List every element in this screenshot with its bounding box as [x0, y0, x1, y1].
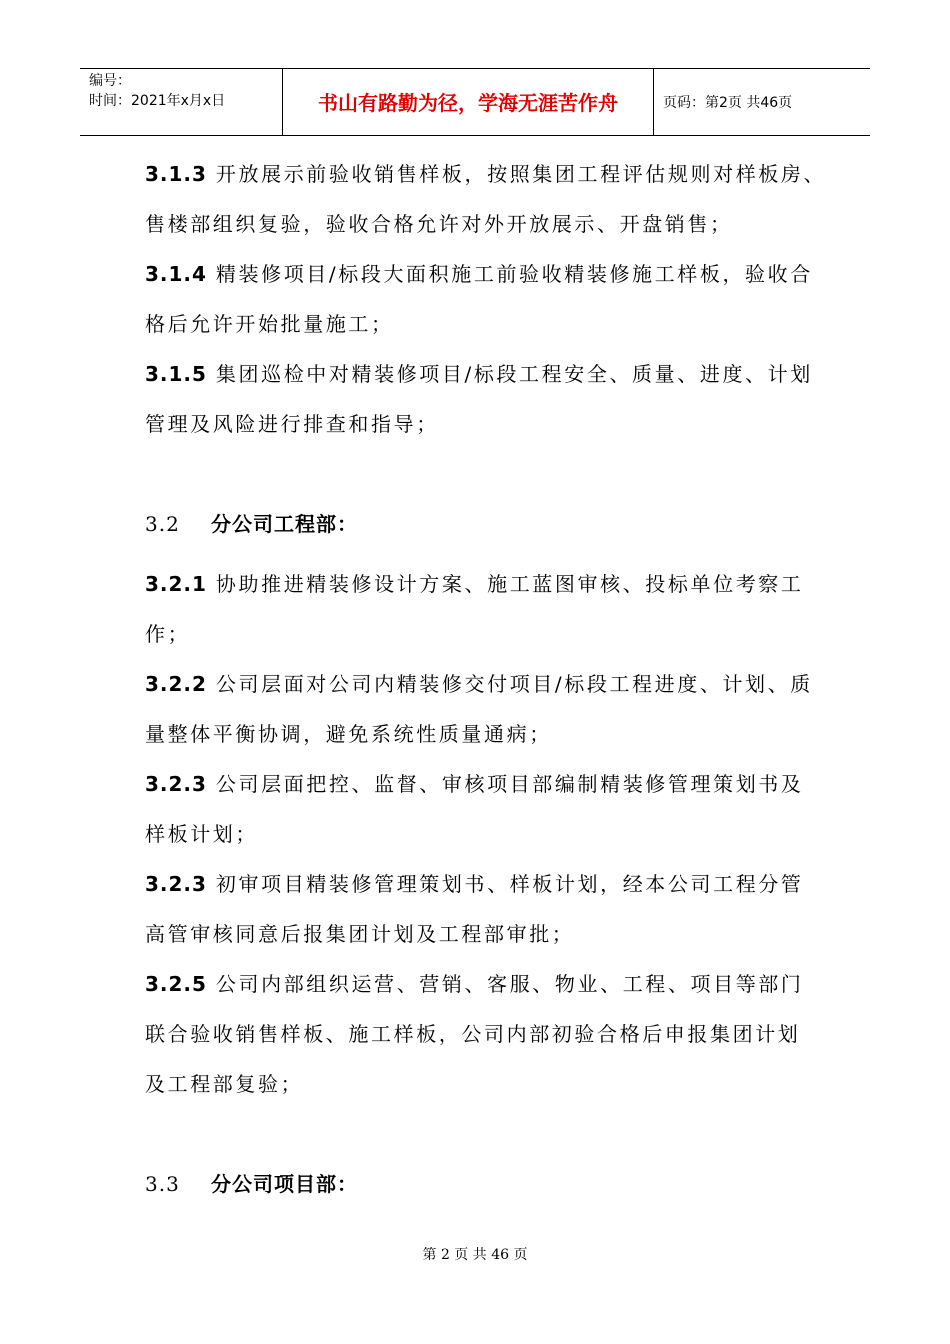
- header-page-info: 页码：第2页 共46页: [663, 95, 793, 111]
- page-footer: 第 2 页 共 46 页: [422, 1247, 528, 1263]
- paragraph-line: [145, 161, 826, 187]
- paragraph-line: [145, 721, 552, 747]
- clause-text: 格后允许开始批量施工；: [145, 312, 394, 336]
- paragraph-line: [145, 311, 394, 337]
- paragraph-line: [145, 871, 804, 897]
- clause-number: 3.1.3: [145, 162, 207, 186]
- paragraph-line: [145, 621, 190, 647]
- paragraph-line: [145, 1021, 800, 1047]
- clause-text: 公司内部组织运营、营销、客服、物业、工程、项目等部门: [206, 972, 804, 996]
- section-title: 分公司项目部：: [211, 1172, 358, 1196]
- clause-text: 初审项目精装修管理策划书、样板计划，经本公司工程分管: [206, 872, 804, 896]
- paragraph-line: [145, 1071, 303, 1097]
- clause-number: 3.2.5: [145, 972, 207, 996]
- paragraph-line: [145, 261, 813, 287]
- clause-text: 联合验收销售样板、施工样板，公司内部初验合格后申报集团计划: [145, 1022, 801, 1046]
- paragraph-line: [145, 361, 813, 387]
- section-number: 3.3: [145, 1172, 180, 1196]
- section-number: 3.2: [145, 512, 180, 536]
- clause-text: 作；: [145, 622, 191, 646]
- clause-number: 3.1.5: [145, 362, 207, 386]
- clause-text: 公司层面对公司内精装修交付项目/标段工程进度、计划、质: [206, 672, 813, 696]
- header-meta: [80, 69, 282, 135]
- clause-number: 3.2.1: [145, 572, 207, 596]
- clause-text: 集团巡检中对精装修项目/标段工程安全、质量、进度、计划: [206, 362, 813, 386]
- clause-number: 3.2.3: [145, 872, 207, 896]
- clause-text: 公司层面把控、监督、审核项目部编制精装修管理策划书及: [206, 772, 804, 796]
- clause-text: 及工程部复验；: [145, 1072, 304, 1096]
- clause-number: 3.2.2: [145, 672, 207, 696]
- header-motto: 书山有路勤为径，学海无涯苦作舟: [282, 69, 654, 135]
- paragraph-line: [145, 921, 574, 947]
- clause-text: 样板计划；: [145, 822, 258, 846]
- clause-text: 协助推进精装修设计方案、施工蓝图审核、投标单位考察工: [206, 572, 804, 596]
- clause-text: 售楼部组织复验，验收合格允许对外开放展示、开盘销售；: [145, 212, 733, 236]
- clause-text: 管理及风险进行排查和指导；: [145, 412, 439, 436]
- paragraph-line: [145, 211, 733, 237]
- clause-text: 量整体平衡协调，避免系统性质量通病；: [145, 722, 552, 746]
- clause-text: 高管审核同意后报集团计划及工程部审批；: [145, 922, 575, 946]
- clause-number: 3.2.3: [145, 772, 207, 796]
- paragraph-line: [145, 671, 813, 697]
- section-heading: [145, 1171, 358, 1197]
- paragraph-line: [145, 771, 804, 797]
- paragraph-line: [145, 571, 804, 597]
- section-heading: [145, 511, 358, 537]
- section-title: 分公司工程部：: [211, 512, 358, 536]
- clause-text: 开放展示前验收销售样板，按照集团工程评估规则对样板房、: [206, 162, 827, 186]
- clause-text: 精装修项目/标段大面积施工前验收精装修施工样板，验收合: [206, 262, 813, 286]
- paragraph-line: [145, 971, 804, 997]
- paragraph-line: [145, 821, 258, 847]
- paragraph-line: [145, 411, 439, 437]
- document-header: [80, 68, 870, 136]
- clause-number: 3.1.4: [145, 262, 207, 286]
- header-code-label: 编号：: [89, 73, 131, 89]
- header-date: 时间：2021年x月x日: [89, 93, 226, 109]
